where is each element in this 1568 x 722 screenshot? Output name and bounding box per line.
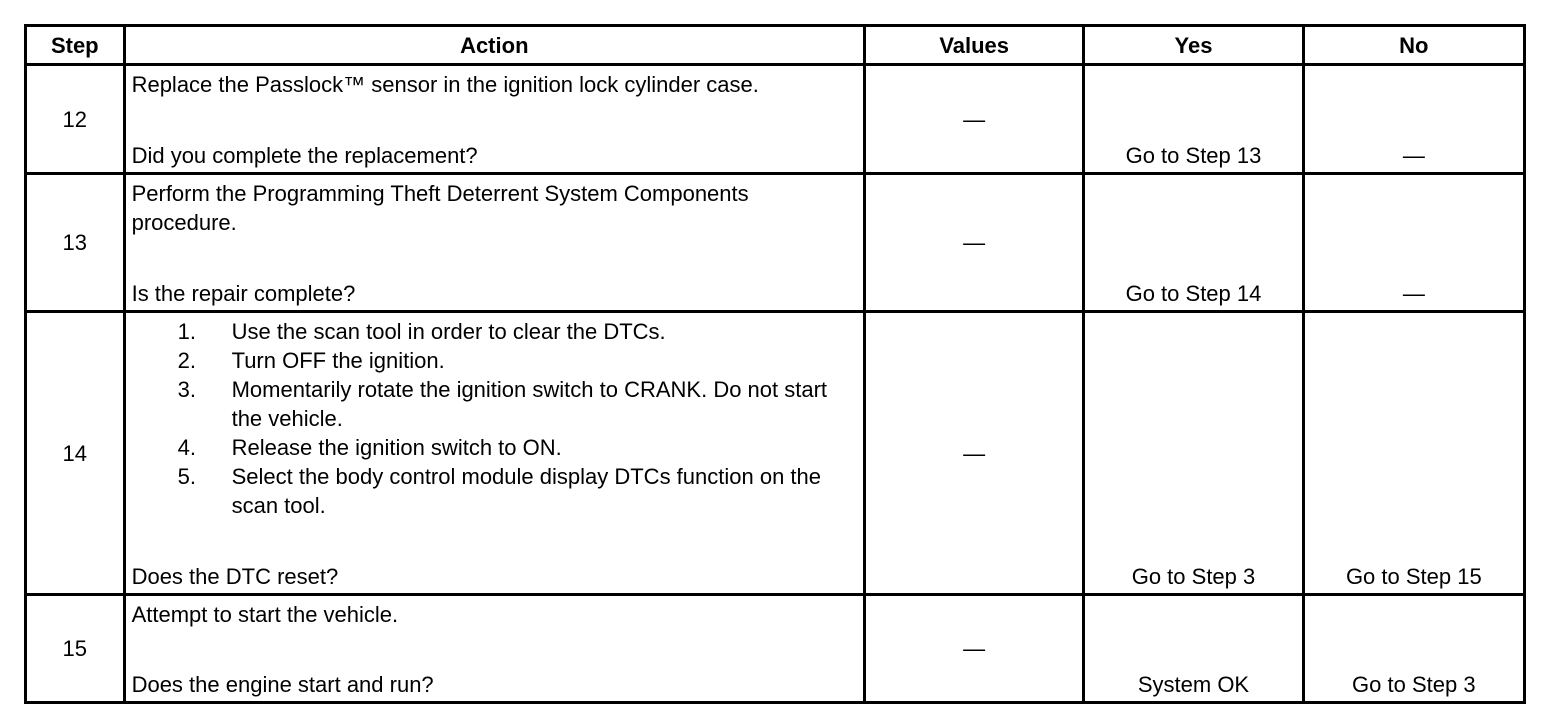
yes-result: System OK <box>1137 672 1250 697</box>
header-row <box>26 26 1525 65</box>
action-cell <box>124 65 864 174</box>
substep-item <box>132 375 857 433</box>
substep-item <box>132 346 857 375</box>
substep-text: Select the body control module display DTCs function on the scan tool. <box>231 464 822 518</box>
table-row-step-15 <box>26 595 1525 703</box>
values-cell: — <box>865 65 1084 174</box>
values-cell: — <box>865 595 1084 703</box>
substep-number: 3. <box>177 377 196 402</box>
header-action: Action <box>124 26 864 65</box>
header-yes: Yes <box>1084 26 1303 65</box>
header-no: No <box>1303 26 1524 65</box>
step-number: 14 <box>26 312 125 595</box>
substep-number: 4. <box>177 435 196 460</box>
values-cell: — <box>865 312 1084 595</box>
action-question: Is the repair complete? <box>131 281 356 306</box>
action-instruction: Attempt to start the vehicle. <box>131 602 399 627</box>
action-cell <box>124 312 864 595</box>
no-cell <box>1303 65 1524 174</box>
step-number: 13 <box>26 174 125 312</box>
substep-text: Release the ignition switch to ON. <box>231 435 562 460</box>
no-result: — <box>1402 143 1425 168</box>
table-row-step-13 <box>26 174 1525 312</box>
step-number: 12 <box>26 65 125 174</box>
yes-cell <box>1084 65 1303 174</box>
yes-result: Go to Step 13 <box>1125 143 1262 168</box>
action-question: Does the DTC reset? <box>131 564 339 589</box>
no-cell <box>1303 174 1524 312</box>
table-row-step-14 <box>26 312 1525 595</box>
yes-cell <box>1084 174 1303 312</box>
substep-item <box>132 317 857 346</box>
substep-text: Momentarily rotate the ignition switch to CRANK. Do not start the vehicle. <box>231 377 828 431</box>
substep-item <box>132 462 857 520</box>
substep-number: 1. <box>177 319 196 344</box>
action-instruction: Replace the Passlock™ sensor in the ignition lock cylinder case. <box>131 72 759 97</box>
substep-item <box>132 433 857 462</box>
values-cell: — <box>865 174 1084 312</box>
yes-result: Go to Step 14 <box>1125 281 1262 306</box>
action-instruction: Perform the Programming Theft Deterrent System Components procedure. <box>131 181 749 235</box>
yes-cell <box>1084 595 1303 703</box>
table-row-step-12 <box>26 65 1525 174</box>
step-number: 15 <box>26 595 125 703</box>
substep-text: Turn OFF the ignition. <box>231 348 445 373</box>
header-step: Step <box>26 26 125 65</box>
no-result: Go to Step 3 <box>1352 672 1476 697</box>
no-result: — <box>1402 281 1425 306</box>
action-cell <box>124 595 864 703</box>
action-question: Does the engine start and run? <box>131 672 434 697</box>
header-values: Values <box>865 26 1084 65</box>
substep-list <box>132 317 857 520</box>
diagnostic-table <box>24 24 1526 704</box>
substep-number: 5. <box>177 464 196 489</box>
action-cell <box>124 174 864 312</box>
no-cell <box>1303 312 1524 595</box>
substep-text: Use the scan tool in order to clear the DTCs. <box>231 319 666 344</box>
no-cell <box>1303 595 1524 703</box>
yes-cell <box>1084 312 1303 595</box>
action-question: Did you complete the replacement? <box>131 143 478 168</box>
no-result: Go to Step 15 <box>1345 564 1482 589</box>
substep-number: 2. <box>177 348 196 373</box>
yes-result: Go to Step 3 <box>1131 564 1256 589</box>
